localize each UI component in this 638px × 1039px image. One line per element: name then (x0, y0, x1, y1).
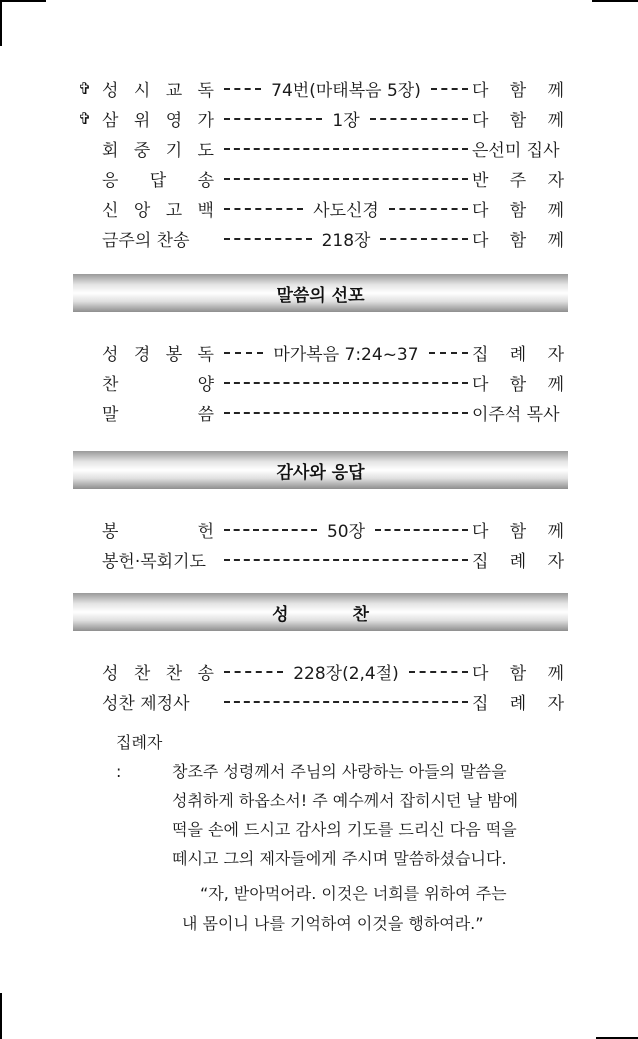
order-label: 성 찬 찬 송 (102, 663, 214, 684)
quote-line: “자, 받아먹어라. 이것은 너희를 위하여 주는 (200, 884, 507, 903)
order-detail: 218장 (321, 230, 371, 251)
section-banner-word (73, 274, 568, 312)
order-row-scripture (78, 339, 564, 365)
order-detail: 228장(2,4절) (293, 663, 399, 684)
cross-icon: ✞ (78, 78, 92, 98)
order-row-weekly-hymn (78, 225, 564, 251)
order-label: 삼 위 영 가 (102, 110, 214, 131)
order-leader: 은선미 집사 (472, 140, 560, 161)
order-detail: 사도신경 (313, 200, 379, 221)
quote-line: 내 몸이니 나를 기억하여 이것을 행하여라.” (182, 914, 484, 933)
liturgy-paragraph (116, 728, 546, 873)
order-row-communion-hymn (78, 658, 564, 684)
order-row-congregational-prayer (78, 135, 564, 161)
order-label: 성 경 봉 독 (102, 344, 214, 365)
order-leader: 반 주 자 (472, 170, 564, 191)
order-detail: 50장 (326, 521, 366, 542)
order-row-offering-prayer (78, 546, 564, 572)
liturgy-line: 떼시고 그의 제자들에게 주시며 말씀하셨습니다. (172, 849, 507, 868)
cross-icon: ✞ (78, 108, 92, 128)
order-label: 응 답 송 (102, 170, 214, 191)
order-row-anthem (78, 369, 564, 395)
liturgy-line: 떡을 손에 드시고 감사의 기도를 드리신 다음 떡을 (172, 820, 517, 839)
order-label: 금주의 찬송 (102, 230, 190, 251)
crop-mark-top-left-h (0, 0, 46, 2)
section-title: 성찬 (272, 604, 433, 625)
order-leader: 집 례 자 (472, 344, 564, 365)
order-label: 찬 양 (102, 374, 214, 395)
order-row-trinity-hymn (78, 105, 564, 131)
crop-mark-top-left-v (0, 0, 2, 46)
order-leader: 집 례 자 (472, 551, 564, 572)
order-detail: 마가복음 7:24~37 (273, 344, 419, 365)
order-label: 신 앙 고 백 (102, 200, 214, 221)
section-title: 말씀의 선포 (276, 285, 365, 306)
liturgy-line: 성취하게 하옵소서! 주 예수께서 잡히시던 날 밤에 (172, 791, 519, 810)
section-banner-communion (73, 593, 568, 631)
order-leader: 다 함 께 (472, 230, 564, 251)
section-banner-response (73, 451, 568, 489)
liturgy-line: 집례자 : 창조주 성령께서 주님의 사랑하는 아들의 말씀을 (116, 728, 546, 786)
order-row-offering (78, 516, 564, 542)
order-detail: 74번(마태복음 5장) (271, 80, 421, 101)
order-label: 봉헌·목회기도 (102, 551, 206, 572)
order-row-response (78, 165, 564, 191)
order-row-sermon (78, 399, 564, 425)
order-leader: 이주석 목사 (472, 404, 560, 425)
order-detail: 1장 (332, 110, 360, 131)
order-label: 말 씀 (102, 404, 214, 425)
crop-mark-bottom-left-v (0, 993, 2, 1039)
order-leader: 집 례 자 (472, 693, 564, 714)
order-row-institution (78, 688, 564, 714)
liturgy-speaker: 집례자 : (116, 733, 163, 781)
order-leader: 다 함 께 (472, 110, 564, 131)
order-label: 봉 헌 (102, 521, 214, 542)
order-leader: 다 함 께 (472, 374, 564, 395)
order-label: 성찬 제정사 (102, 693, 190, 714)
order-row-creed (78, 195, 564, 221)
order-leader: 다 함 께 (472, 663, 564, 684)
order-row-responsive-reading (78, 75, 564, 101)
order-label: 성 시 교 독 (102, 80, 214, 101)
order-leader: 다 함 께 (472, 200, 564, 221)
order-leader: 다 함 께 (472, 80, 564, 101)
order-label: 회 중 기 도 (102, 140, 214, 161)
section-title: 감사와 응답 (276, 462, 365, 483)
institution-quote (182, 879, 552, 939)
crop-mark-top-right-h (592, 0, 638, 2)
order-leader: 다 함 께 (472, 521, 564, 542)
